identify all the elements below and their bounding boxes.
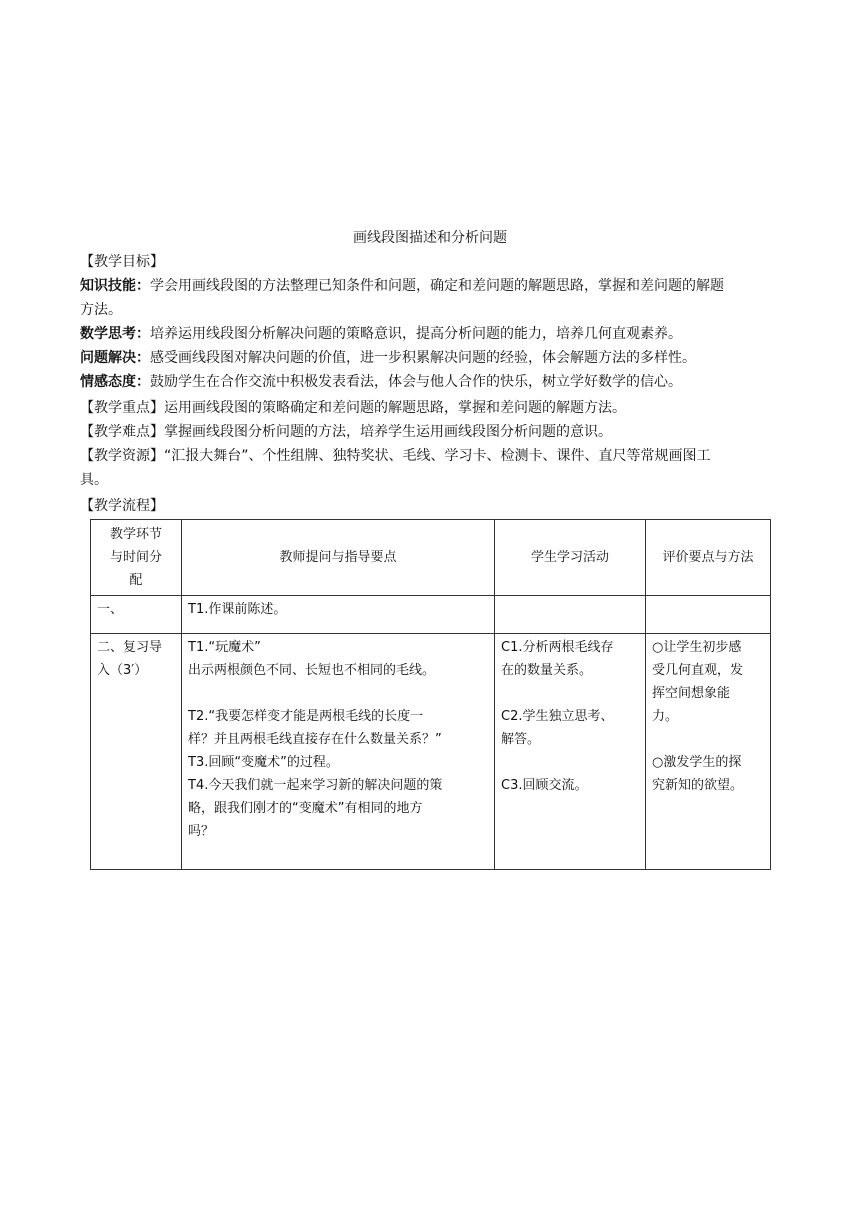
process-table	[90, 519, 771, 870]
row2-student-line: 在的数量关系。	[501, 663, 593, 678]
row2-teacher-line: 出示两根颜色不同、长短也不相同的毛线。	[188, 663, 436, 678]
objectives-heading: 【教学目标】	[80, 254, 164, 270]
resources: 【教学资源】“汇报大舞台”、个性组牌、独特奖状、毛线、学习卡、检测卡、课件、直尺等常规画图工	[80, 448, 711, 464]
thinking-paragraph	[80, 322, 780, 346]
knowledge-label: 知识技能：	[80, 278, 150, 294]
row2-eval-line: 挥空间想象能	[652, 686, 731, 701]
row2-stage	[91, 634, 182, 870]
header-stage-line: 教学环节	[109, 527, 162, 542]
thinking-label: 数学思考：	[80, 326, 150, 342]
row2-eval-line: 受几何直观，发	[652, 663, 744, 678]
row1-student	[495, 596, 646, 634]
table-row	[91, 596, 771, 634]
row2-teacher-line: T2.“我要怎样变才能是两根毛线的长度一	[188, 709, 424, 724]
header-eval: 评价要点与方法	[646, 520, 771, 596]
row2-eval-line: ○让学生初步感	[652, 640, 742, 655]
knowledge-paragraph	[80, 274, 780, 298]
row2-student-gap	[501, 751, 639, 774]
row2-teacher-line: 吗？	[188, 824, 215, 839]
row2-student-line: C1.分析两根毛线存	[501, 640, 614, 655]
row2-student	[495, 634, 646, 870]
row2-stage-line: 二、复习导	[97, 640, 163, 655]
problem-paragraph	[80, 346, 780, 370]
row1-stage: 一、	[91, 596, 182, 634]
header-stage-line: 配	[129, 573, 143, 588]
header-stage	[91, 520, 182, 596]
difficulty: 【教学难点】掌握画线段图分析问题的方法，培养学生运用画线段图分析问题的意识。	[80, 424, 612, 440]
row2-stage-line: 入（3′）	[97, 663, 148, 678]
row2-teacher-gap	[188, 682, 488, 705]
emotion-paragraph	[80, 370, 780, 394]
row1-eval	[646, 596, 771, 634]
process-heading: 【教学流程】	[80, 498, 164, 514]
emotion-label: 情感态度：	[80, 374, 150, 390]
row2-teacher	[182, 634, 495, 870]
table-header-row	[91, 520, 771, 596]
row2-student-line: 解答。	[501, 732, 541, 747]
knowledge-text: 学会用画线段图的方法整理已知条件和问题，确定和差问题的解题思路，掌握和差问题的解题	[150, 278, 724, 294]
row1-teacher: T1.作课前陈述。	[182, 596, 495, 634]
resources-cont: 具。	[80, 472, 108, 488]
header-student: 学生学习活动	[495, 520, 646, 596]
emotion-text: 鼓励学生在合作交流中积极发表看法，体会与他人合作的快乐，树立学好数学的信心。	[150, 374, 682, 390]
row2-eval-line: ○激发学生的探	[652, 755, 742, 770]
problem-text: 感受画线段图对解决问题的价值，进一步积累解决问题的经验，体会解题方法的多样性。	[150, 350, 696, 366]
row2-student-gap	[501, 682, 639, 705]
document-title: 画线段图描述和分析问题	[353, 230, 507, 246]
row2-teacher-line: 略，跟我们刚才的“变魔术”有相同的地方	[188, 801, 423, 816]
header-teacher: 教师提问与指导要点	[182, 520, 495, 596]
knowledge-text-cont: 方法。	[80, 302, 122, 318]
row2-student-line: C2.学生独立思考、	[501, 709, 614, 724]
header-stage-line: 与时间分	[109, 550, 162, 565]
row2-teacher-line: 样？并且两根毛线直接存在什么数量关系？”	[188, 732, 442, 747]
row2-teacher-line: T4.今天我们就一起来学习新的解决问题的策	[188, 778, 443, 793]
thinking-text: 培养运用线段图分析解决问题的策略意识，提高分析问题的能力，培养几何直观素养。	[150, 326, 682, 342]
row2-eval-gap	[652, 728, 764, 751]
key-point: 【教学重点】运用画线段图的策略确定和差问题的解题思路，掌握和差问题的解题方法。	[80, 400, 626, 416]
table-row	[91, 634, 771, 870]
row2-eval-line: 究新知的欲望。	[652, 778, 744, 793]
row2-teacher-line: T3.回顾“变魔术”的过程。	[188, 755, 339, 770]
row2-student-line: C3.回顾交流。	[501, 778, 588, 793]
row2-eval	[646, 634, 771, 870]
row2-teacher-line: T1.“玩魔术”	[188, 640, 261, 655]
row2-eval-line: 力。	[652, 709, 679, 724]
problem-label: 问题解决：	[80, 350, 150, 366]
